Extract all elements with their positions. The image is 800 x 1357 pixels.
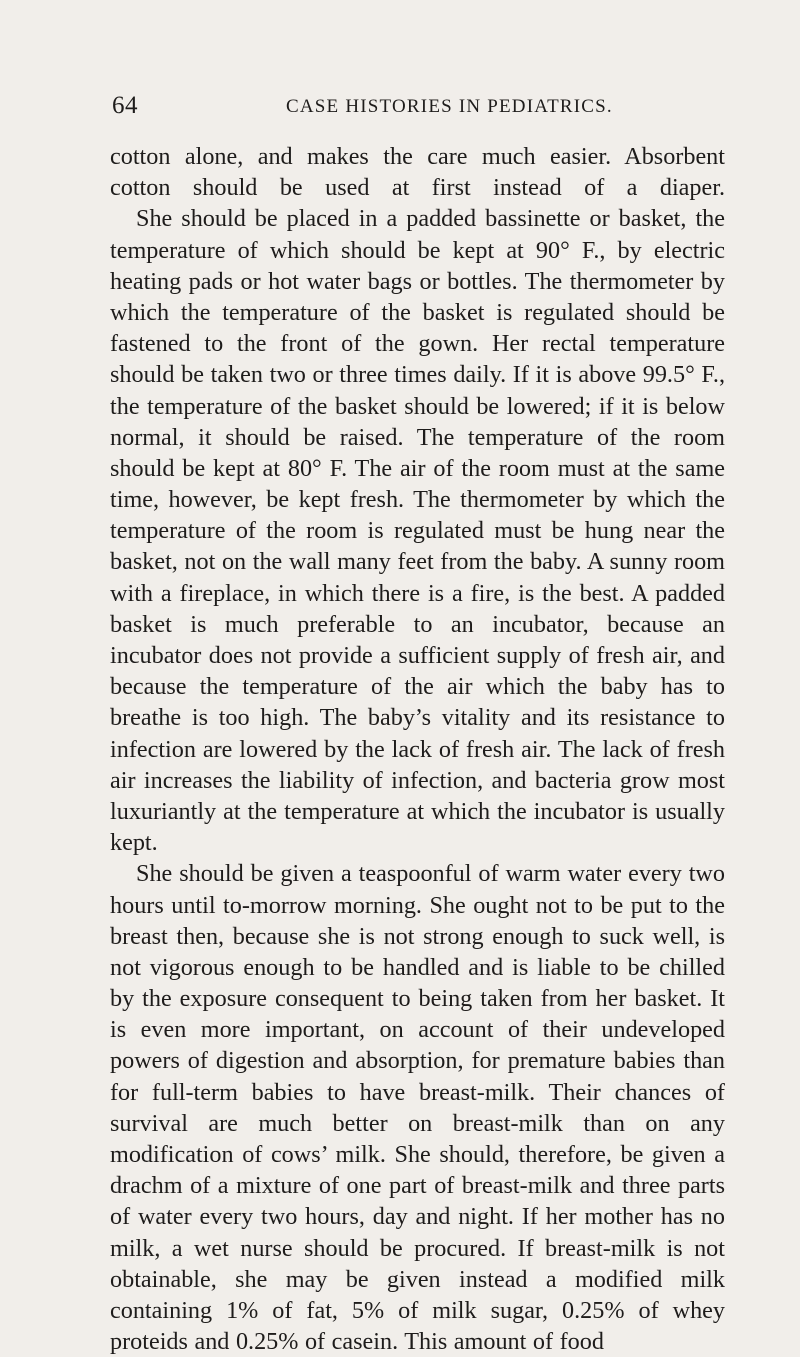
paragraph-feeding: She should be given a teaspoonful of warm water every two hours until to-morrow morning. She ought not to be put to the breast then, because she is not strong enough to suck well, is not vigorous enough to be handled and is liable to be chilled by the exposure consequent to being taken from her basket. It is even more important, on account of their undeveloped powers of digestion and absorption, for premature babies than for full-term babies to have breast-milk. Their chances of survival are much better on breast-milk than on any modification of cows’ milk. She should, therefore, be given a drachm of a mixture of one part of breast-milk and three parts of water every two hours, day and night. If her mother has no milk, a wet nurse should be procured. If breast-milk is not obtainable, she may be given instead a modified milk containing 1% of fat, 5% of milk sugar, 0.25% of whey proteids and 0.25% of casein. This amount of food (110, 860, 725, 1356)
page-number: 64 (112, 92, 138, 119)
body-text (110, 141, 725, 1357)
paragraph-temperature-care: She should be placed in a padded bassinette or basket, the temperature of which should be kept at 90° F., by electric heating pads or hot water bags or bottles. The thermometer by which the temperature of the basket is regulated should be fastened to the front of the gown. Her rectal temperature should be taken two or three times daily. If it is above 99.5° F., the temperature of the basket should be lowered; if it is below normal, it should be raised. The temperature of the room should be kept at 80° F. The air of the room must at the same time, however, be kept fresh. The thermometer by which the temperature of the room is regulated must be hung near the basket, not on the wall many feet from the baby. A sunny room with a fireplace, in which there is a fire, is the best. A padded basket is much preferable to an incubator, because an incubator does not provide a sufficient supply of fresh air, and because the temperature of the air which the baby has to breathe is too high. The baby’s vitality and its resistance to infection are lowered by the lack of fresh air. The lack of fresh air increases the liability of infection, and bacteria grow most luxuriantly at the temperature at which the incubator is usually kept. (110, 205, 725, 857)
paragraph-continuation: cotton alone, and makes the care much easier. Absorbent cotton should be used at first instead of a diaper. (110, 143, 725, 202)
page-header (110, 92, 710, 128)
running-head: CASE HISTORIES IN PEDIATRICS. (286, 96, 613, 117)
